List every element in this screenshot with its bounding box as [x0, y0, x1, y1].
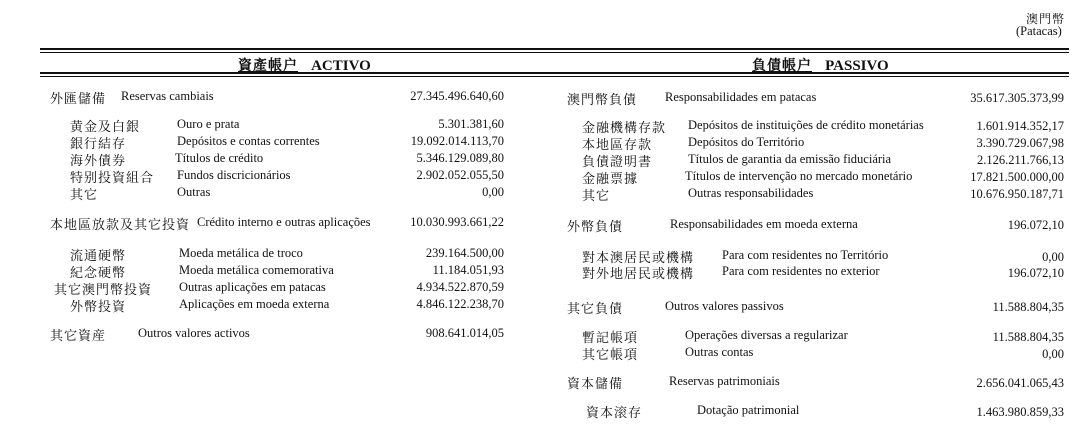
activo-item-value: 4.934.522.870,59 [416, 280, 504, 294]
activo-item-zh: 銀行結存 [70, 137, 127, 152]
activo-item-pt: Depósitos e contas correntes [177, 134, 320, 148]
passivo-item-zh: 暫記帳項 [582, 331, 639, 346]
activo-item-zh: 其它澳門幣投資 [54, 283, 153, 298]
activo-item-zh: 海外債券 [70, 154, 127, 169]
passivo-section-value: 196.072,10 [1007, 218, 1064, 232]
passivo-item-value: 2.126.211.766,13 [976, 153, 1064, 167]
passivo-item-zh: 金融票據 [582, 172, 639, 187]
activo-section-pt: Reservas cambiais [121, 89, 214, 103]
passivo-item-zh: 對外地居民或機構 [582, 267, 695, 282]
passivo-header [752, 55, 889, 75]
passivo-item-pt: Dotação patrimonial [697, 403, 800, 417]
activo-section-pt: Outros valores activos [138, 326, 250, 340]
currency-label-pt: (Patacas) [1016, 24, 1062, 38]
passivo-section-zh: 資本儲備 [567, 377, 624, 392]
activo-section-zh: 外匯儲備 [50, 92, 107, 107]
passivo-item-pt: Outras contas [685, 345, 754, 359]
top-rule-thin [40, 52, 1069, 53]
activo-item-zh: 流通硬幣 [70, 249, 127, 264]
activo-item-zh: 黄金及白銀 [70, 120, 141, 135]
activo-item-value: 4.846.122.238,70 [416, 297, 504, 311]
passivo-item-value: 11.588.804,35 [992, 330, 1064, 344]
top-rule [40, 48, 1069, 50]
activo-item-value: 0,00 [482, 185, 504, 199]
activo-header-pt: ACTIVO [311, 58, 371, 74]
activo-item-value: 19.092.014.113,70 [410, 134, 504, 148]
passivo-item-zh: 資本滚存 [586, 406, 643, 421]
activo-section-pt: Crédito interno e outras aplicações [197, 215, 371, 229]
activo-item-value: 5.301.381,60 [438, 117, 504, 131]
passivo-item-pt: Depósitos de instituições de crédito monetárias [688, 118, 924, 132]
passivo-item-pt: Para com residentes no exterior [722, 264, 880, 278]
passivo-item-pt: Títulos de intervenção no mercado monetário [685, 169, 913, 183]
passivo-item-value: 3.390.729.067,98 [976, 136, 1064, 150]
activo-header-zh: 資產帳户 [238, 58, 298, 74]
activo-item-pt: Ouro e prata [177, 117, 240, 131]
passivo-header-pt: PASSIVO [825, 58, 889, 74]
activo-item-zh: 其它 [70, 188, 99, 203]
passivo-item-value: 10.676.950.187,71 [970, 187, 1064, 201]
activo-item-pt: Fundos discricionários [177, 168, 291, 182]
passivo-item-zh: 本地區存款 [582, 138, 653, 153]
passivo-item-zh: 負債證明書 [582, 155, 653, 170]
passivo-section-zh: 其它負債 [567, 302, 624, 317]
activo-item-value: 2.902.052.055,50 [416, 168, 504, 182]
passivo-item-value: 0,00 [1042, 347, 1064, 361]
passivo-section-pt: Outros valores passivos [665, 299, 784, 313]
activo-item-pt: Títulos de crédito [175, 151, 264, 165]
activo-item-value: 239.164.500,00 [425, 246, 504, 260]
passivo-item-pt: Operações diversas a regularizar [685, 328, 848, 342]
passivo-section-pt: Reservas patrimoniais [669, 374, 780, 388]
passivo-item-zh: 金融機構存款 [582, 121, 667, 136]
passivo-header-zh: 負債帳户 [752, 58, 812, 74]
activo-section-value: 908.641.014,05 [425, 326, 504, 340]
activo-item-pt: Moeda metálica comemorativa [179, 263, 334, 277]
activo-item-pt: Aplicações em moeda externa [179, 297, 330, 311]
passivo-item-pt: Para com residentes no Território [722, 248, 889, 262]
passivo-item-value: 196.072,10 [1007, 266, 1064, 280]
activo-section-zh: 本地區放款及其它投資 [50, 218, 191, 233]
passivo-section-value: 35.617.305.373,99 [970, 91, 1064, 105]
activo-header [238, 55, 371, 75]
passivo-item-zh: 其它 [582, 189, 611, 204]
passivo-section-zh: 澳門幣負債 [567, 93, 638, 108]
activo-item-value: 5.346.129.089,80 [416, 151, 504, 165]
passivo-item-value: 17.821.500.000,00 [970, 170, 1064, 184]
activo-section-value: 27.345.496.640,60 [410, 89, 504, 103]
passivo-section-pt: Responsabilidades em patacas [665, 90, 817, 104]
bottom-header-rule-thin [40, 76, 1069, 77]
activo-item-zh: 外幣投資 [70, 300, 127, 315]
passivo-item-value: 0,00 [1042, 250, 1064, 264]
passivo-item-value: 1.463.980.859,33 [976, 405, 1064, 419]
activo-section-value: 10.030.993.661,22 [410, 215, 504, 229]
passivo-item-zh: 其它帳項 [582, 348, 639, 363]
passivo-item-pt: Outras responsabilidades [688, 186, 814, 200]
bottom-header-rule [40, 72, 1069, 74]
passivo-item-pt: Títulos de garantia da emissão fiduciária [688, 152, 892, 166]
activo-item-pt: Outras aplicações em patacas [179, 280, 326, 294]
activo-item-pt: Moeda metálica de troco [179, 246, 303, 260]
activo-item-zh: 紀念硬幣 [70, 266, 127, 281]
passivo-section-zh: 外幣負債 [567, 220, 624, 235]
activo-section-zh: 其它資産 [50, 329, 107, 344]
passivo-section-value: 2.656.041.065,43 [976, 376, 1064, 390]
currency-label-zh: 澳門幣 [1026, 12, 1066, 26]
activo-item-value: 11.184.051,93 [432, 263, 504, 277]
passivo-item-zh: 對本澳居民或機構 [582, 251, 695, 266]
activo-item-zh: 特别投資組合 [70, 171, 155, 186]
passivo-item-value: 1.601.914.352,17 [976, 119, 1064, 133]
passivo-item-pt: Depósitos do Território [688, 135, 805, 149]
passivo-section-value: 11.588.804,35 [992, 300, 1064, 314]
passivo-section-pt: Responsabilidades em moeda externa [670, 217, 858, 231]
activo-item-pt: Outras [177, 185, 211, 199]
